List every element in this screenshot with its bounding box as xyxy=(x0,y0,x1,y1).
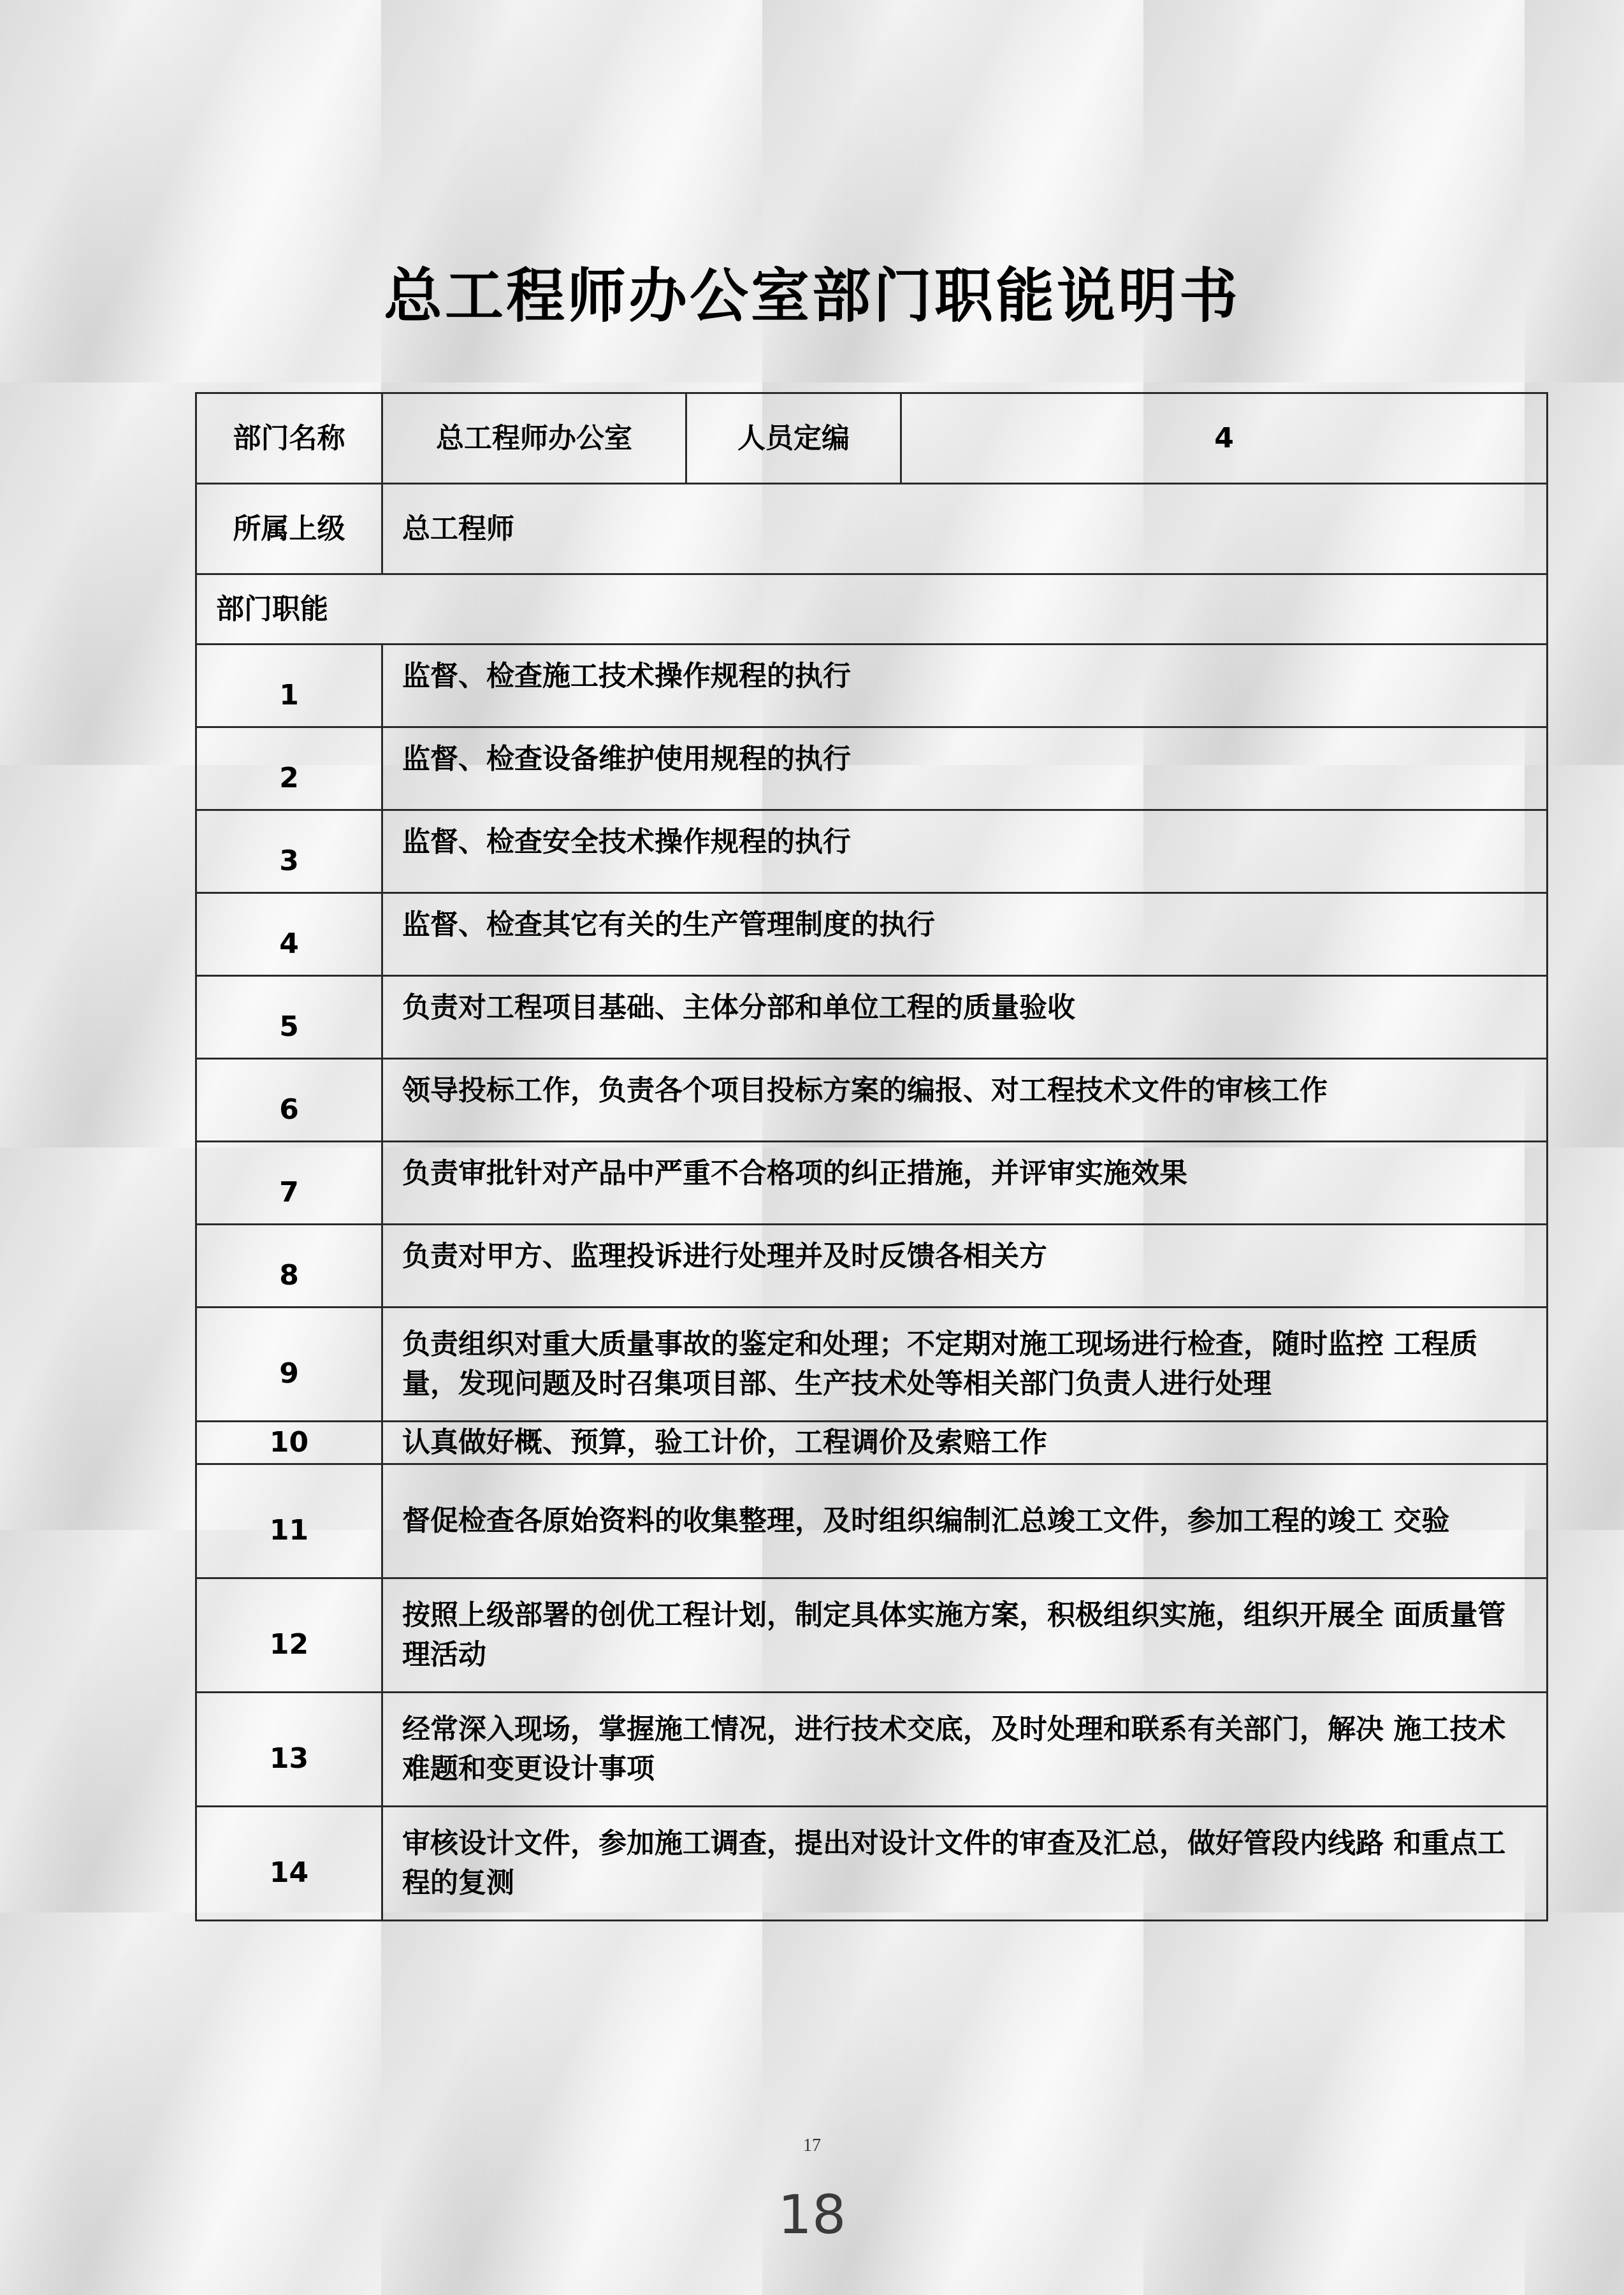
duty-text: 按照上级部署的创优工程计划，制定具体实施方案，积极组织实施，组织开展全 面质量管理活动 xyxy=(382,1578,1548,1693)
duty-row xyxy=(196,1225,1548,1308)
duty-number: 2 xyxy=(196,727,382,810)
duty-number: 12 xyxy=(196,1578,382,1693)
duty-number: 7 xyxy=(196,1142,382,1225)
duty-row xyxy=(196,1142,1548,1225)
duty-number: 8 xyxy=(196,1225,382,1308)
duty-text: 负责组织对重大质量事故的鉴定和处理；不定期对施工现场进行检查，随时监控 工程质量，发现问题及时召集项目部、生产技术处等相关部门负责人进行处理 xyxy=(382,1308,1548,1422)
page-title: 总工程师办公室部门职能说明书 xyxy=(383,262,1240,330)
duty-text: 经常深入现场，掌握施工情况，进行技术交底，及时处理和联系有关部门，解决 施工技术难题和变更设计事项 xyxy=(382,1693,1548,1807)
duty-number: 10 xyxy=(196,1422,382,1464)
duty-number: 3 xyxy=(196,810,382,893)
duty-row xyxy=(196,1422,1548,1464)
duty-number: 5 xyxy=(196,976,382,1059)
duty-text: 负责对工程项目基础、主体分部和单位工程的质量验收 xyxy=(382,976,1548,1059)
staffing-label: 人员定编 xyxy=(686,393,901,484)
page-number-large: 18 xyxy=(778,2183,846,2246)
duty-row xyxy=(196,1578,1548,1693)
duty-text: 监督、检查其它有关的生产管理制度的执行 xyxy=(382,893,1548,976)
duty-row xyxy=(196,1059,1548,1142)
duty-number: 4 xyxy=(196,893,382,976)
duty-row xyxy=(196,976,1548,1059)
duty-text: 督促检查各原始资料的收集整理，及时组织编制汇总竣工文件，参加工程的竣工 交验 xyxy=(382,1464,1548,1578)
duty-number: 11 xyxy=(196,1464,382,1578)
duty-text: 认真做好概、预算，验工计价，工程调价及索赔工作 xyxy=(382,1422,1548,1464)
superior-value: 总工程师 xyxy=(382,484,1548,574)
duty-row xyxy=(196,1693,1548,1807)
page-number-small: 17 xyxy=(803,2136,821,2155)
duty-row xyxy=(196,1464,1548,1578)
duty-row xyxy=(196,1308,1548,1422)
duty-number: 1 xyxy=(196,645,382,727)
duty-number: 14 xyxy=(196,1807,382,1921)
dept-name-label: 部门名称 xyxy=(196,393,382,484)
duty-text: 负责审批针对产品中严重不合格项的纠正措施，并评审实施效果 xyxy=(382,1142,1548,1225)
duty-text: 监督、检查设备维护使用规程的执行 xyxy=(382,727,1548,810)
superior-label: 所属上级 xyxy=(196,484,382,574)
duty-row xyxy=(196,727,1548,810)
duty-text: 监督、检查安全技术操作规程的执行 xyxy=(382,810,1548,893)
duty-text: 领导投标工作，负责各个项目投标方案的编报、对工程技术文件的审核工作 xyxy=(382,1059,1548,1142)
staffing-value: 4 xyxy=(901,393,1548,484)
duty-number: 6 xyxy=(196,1059,382,1142)
duty-text: 负责对甲方、监理投诉进行处理并及时反馈各相关方 xyxy=(382,1225,1548,1308)
duty-number: 13 xyxy=(196,1693,382,1807)
department-duty-table xyxy=(195,392,1548,1921)
duty-row xyxy=(196,810,1548,893)
duty-text: 监督、检查施工技术操作规程的执行 xyxy=(382,645,1548,727)
superior-row xyxy=(196,484,1548,574)
dept-name-value: 总工程师办公室 xyxy=(382,393,686,484)
duty-row xyxy=(196,645,1548,727)
header-row xyxy=(196,393,1548,484)
section-label: 部门职能 xyxy=(196,574,1548,645)
duty-row xyxy=(196,1807,1548,1921)
duty-number: 9 xyxy=(196,1308,382,1422)
duty-text: 审核设计文件，参加施工调查，提出对设计文件的审查及汇总，做好管段内线路 和重点工程的复测 xyxy=(382,1807,1548,1921)
section-row xyxy=(196,574,1548,645)
duty-row xyxy=(196,893,1548,976)
